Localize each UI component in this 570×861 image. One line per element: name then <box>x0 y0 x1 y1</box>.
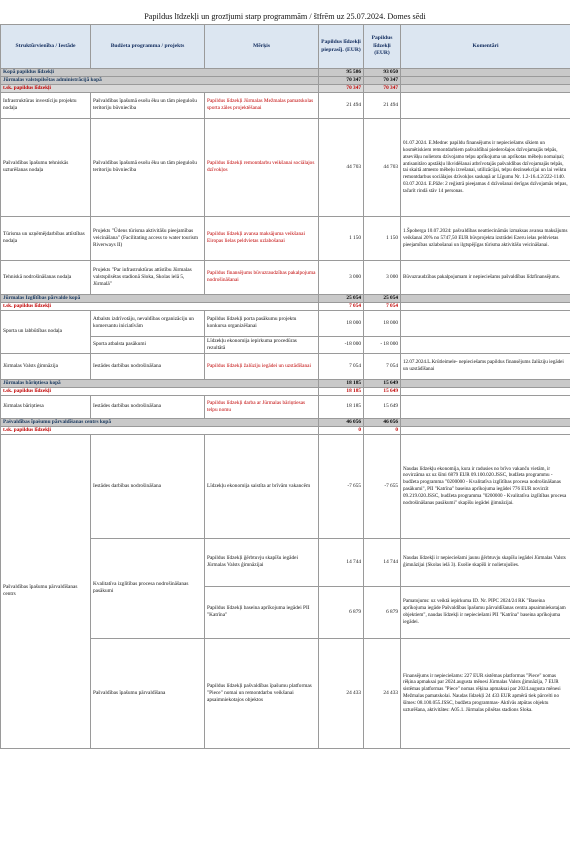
purpose: Papildus finansējums būvuzraudzības pakalpojuma nodrošināšanai <box>205 260 319 294</box>
row-label: Jūrmalas valstspilsētas administrācijā kopā <box>1 76 319 84</box>
comment: Būvuzraudzības pakalpojumam ir nepieciešams pašvaldības līdzfinansējums. <box>401 260 570 294</box>
comment <box>401 395 570 418</box>
value-requested: 70 347 <box>319 76 364 84</box>
comment: Finansējums ir nepieciešams: 227 EUR sistēmas platformas "Piece" nomas rēķina apmaksai par 2024.augusta mēnesi Jūrmalas Valsts ģimnāzija, 7 EUR sistēmas platformas "Piece" nomas rēķina apmaksai par 2024.augusta mēnesi Mežmalas pamatskolai. Naudas līdzekļi 24 433 EUR apmērā tiek pārcelti no šīmes: 08.100.055.JSSC, budžeta programmas- Aktīvās atpūtas objektu uzturēšana, aktivitātes: A05.1. Jūrmalas pilsētas stadions Sloka. <box>401 638 570 748</box>
row-label: Kopā papildus līdzekļi <box>1 69 319 77</box>
table-row <box>1 310 570 336</box>
value-requested: 7 054 <box>319 302 364 310</box>
value-requested: -7 655 <box>319 434 364 538</box>
comment-cell <box>401 387 570 395</box>
value-requested: -18 000 <box>319 336 364 353</box>
comment-cell <box>401 302 570 310</box>
value-requested: 18 185 <box>319 379 364 387</box>
value-requested: 18 185 <box>319 387 364 395</box>
budget-program: Iestādes darbības nodrošināšana <box>91 353 205 379</box>
value-granted: 15 649 <box>364 387 401 395</box>
purpose: Papildus līdzekļi ģērbtuvju skapīšu iegādei Jūrmalas Valsts ģimnāzijai <box>205 538 319 586</box>
table-row <box>1 118 570 216</box>
comment <box>401 336 570 353</box>
value-requested: 44 703 <box>319 118 364 216</box>
purpose: Papildus līdzekļi baseina aprīkojuma iegādei PII "Katrīna" <box>205 586 319 638</box>
table-row <box>1 434 570 538</box>
value-granted: -7 655 <box>364 434 401 538</box>
header-struktur: Struktūrvienība / Iestāde <box>1 25 91 69</box>
header-merkis: Mērķis <box>205 25 319 69</box>
value-requested: 25 054 <box>319 294 364 302</box>
subtotal-row <box>1 302 570 310</box>
value-requested: 18 000 <box>319 310 364 336</box>
subtotal-row <box>1 84 570 92</box>
table-row <box>1 92 570 118</box>
table-row <box>1 353 570 379</box>
comment-cell <box>401 84 570 92</box>
value-requested: 24 433 <box>319 638 364 748</box>
value-requested: 70 347 <box>319 84 364 92</box>
value-requested: 7 054 <box>319 353 364 379</box>
budget-table <box>0 24 570 749</box>
budget-program: Kvalitatīva izglītības procesa nodrošināšanas pasākumi <box>91 538 205 638</box>
value-requested: 21 494 <box>319 92 364 118</box>
structure-unit: Sporta un labbūtības nodaļa <box>1 310 91 353</box>
comment <box>401 92 570 118</box>
section-total-row <box>1 69 570 77</box>
structure-unit: Tehniskā nodrošināšanas nodaļa <box>1 260 91 294</box>
budget-program: Pašvaldības īpašumu pārvaldīšana <box>91 638 205 748</box>
value-requested: 95 586 <box>319 69 364 77</box>
value-granted: 70 347 <box>364 84 401 92</box>
value-requested: 14 744 <box>319 538 364 586</box>
value-granted: 24 433 <box>364 638 401 748</box>
value-granted: 1 150 <box>364 216 401 260</box>
value-granted: 15 649 <box>364 379 401 387</box>
section-total-row <box>1 294 570 302</box>
comment: Pamatojums: uz veiktā iepirkuma ID. Nr. PIPC 2024/24 RK "Baseina aprīkojuma iegāde Pašvaldības īpašumu pārvaldīšanas centra apsaimniekotajam objektiem", naudas līdzekļi ir nepieciešami PII "Katrīna" baseina aprīkojuma iegādei. <box>401 586 570 638</box>
structure-unit: Tūrisma un uzņēmējdarbības attīstības nodaļa <box>1 216 91 260</box>
comment: 12.07.2024.L.Krūtleimele- nepieciešams papildus finansējums žalūziju iegādei un uzstādīšanai <box>401 353 570 379</box>
purpose: Papildus līdzekļi porta pasākumu projektu konkursa organizēšanai <box>205 310 319 336</box>
row-label: t.sk. papildus līdzekļi <box>1 302 319 310</box>
header-row <box>1 25 570 69</box>
value-granted: 25 054 <box>364 294 401 302</box>
value-requested: 18 185 <box>319 395 364 418</box>
comment <box>401 310 570 336</box>
section-total-row <box>1 418 570 426</box>
purpose: Līdzekļu ekonomija iepirkuma procedūras rezultātā <box>205 336 319 353</box>
value-granted: 6 879 <box>364 586 401 638</box>
value-requested: 1 150 <box>319 216 364 260</box>
table-row <box>1 216 570 260</box>
comment: 01.07.2024. E.Medne: papildu finansējums ir nepieciešams sīkiem un kosmētiskiem remontdarbiem pašvaldībai piederošajos dzīvojamajās telpās, atsevišķu nolietotu dzīvojamo telpu aprīkojuma un aprīkotas mēbeļu nomaiņai; antisanitāro apstākļu likvidēšanai atbrīvotajās pašvaldības dzīvojamajās telpās, tai skaitā atmesto mēbeļu izvešanai, utilizācijai, telpu dezinsekcijai un lai veiktu remontdarbus sociālajos dzīvokļos saskaņā ar Līgumu Nr. 1.2-16.4.2/222-1140. 03.07.2024. E.Pāže: 2 reģistrā pieejamas 4 dzīvošanai derīgas dzīvojamās telpas, tačarīt rindā stāv 14 personas. <box>401 118 570 216</box>
purpose: Papildus līdzekļi darba ar Jūrmalas bāriņtiesas telpu nomu <box>205 395 319 418</box>
value-requested: 3 000 <box>319 260 364 294</box>
comment: Naudas līdzekļi ir nepieciešami jaunu ģērbtuvju skapīšu iegādei Jūrmalas Valsts ģimnāzijai (Skolas ielā 3). Esošie skapīši ir nolietojušies. <box>401 538 570 586</box>
row-label: t.sk. papildus līdzekļi <box>1 426 319 434</box>
value-granted: 7 054 <box>364 353 401 379</box>
purpose: Papildus līdzekļi avansa maksājuma veikšanai Eiropas lielas peldvietas uzlabošanai <box>205 216 319 260</box>
value-requested: 46 056 <box>319 418 364 426</box>
budget-program: Iestādes darbības nodrošināšana <box>91 434 205 538</box>
comment-cell <box>401 294 570 302</box>
value-granted: 21 494 <box>364 92 401 118</box>
section-total-row <box>1 76 570 84</box>
value-granted: 15 649 <box>364 395 401 418</box>
header-budzets: Budžeta programma / projekts <box>91 25 205 69</box>
header-komentari: Komentāri <box>401 25 570 69</box>
comment-cell <box>401 379 570 387</box>
table-row <box>1 395 570 418</box>
row-label: t.sk. papildus līdzekļi <box>1 387 319 395</box>
table-row <box>1 260 570 294</box>
value-granted: 46 056 <box>364 418 401 426</box>
purpose: Papildus līdzekļi pašvaldības īpašumu platformas "Piece" nomai un remontdarbu veikšanai apsaimniekotajos objektos <box>205 638 319 748</box>
value-requested: 0 <box>319 426 364 434</box>
value-granted: 0 <box>364 426 401 434</box>
value-granted: 70 347 <box>364 76 401 84</box>
structure-unit: Jūrmalas bāriņtiesa <box>1 395 91 418</box>
purpose: Papildus līdzekļi Jūrmalas Mežmalas pamatskolas sporta zāles projektēšanai <box>205 92 319 118</box>
value-granted: 7 054 <box>364 302 401 310</box>
comment-cell <box>401 76 570 84</box>
budget-program: Projekts "Par infrastruktūras attīstību Jūrmalas valstspilsētas stadionā Sloka, Skolas ielā 5, Jūrmalā" <box>91 260 205 294</box>
purpose: Līdzekļu ekonomija saistīta ar brīvām vakancēm <box>205 434 319 538</box>
structure-unit: Pašvaldības īpašumu pārvaldīšanas centrs <box>1 434 91 748</box>
purpose: Papildus līdzekļi žalūziju iegādei un uzstādīšanai <box>205 353 319 379</box>
value-granted: - 18 000 <box>364 336 401 353</box>
row-label: t.sk. papildus līdzekļi <box>1 84 319 92</box>
budget-program: Pašvaldības īpašumā esošu ēku un tām piegulošu teritoriju būvniecība <box>91 118 205 216</box>
row-label: Jūrmalas bāriņtiesa kopā <box>1 379 319 387</box>
budget-program: Iestādes darbības nodrošināšana <box>91 395 205 418</box>
header-papildus: Papildus līdzekļi pieprasīj. (EUR) <box>319 25 364 69</box>
document-title: Papildus līdzekļi un grozījumi starp programmām / šīfrēm uz 25.07.2024. Domes sēdi <box>144 12 426 21</box>
comment: 1.Špoberga 10.07.2024: pašvaldības neattiecināmās izmaksas avansa maksājums veikšanai 20% no 5747,50 EUR būvprojekta izstrādei Ezeru ielas peldvietas pieejamības uzlabošanai un ilgtspējīgas tūrisma aktivitāšu veicināšanai. <box>401 216 570 260</box>
value-granted: 14 744 <box>364 538 401 586</box>
budget-program: Pašvaldības īpašumā esošu ēku un tām piegulošu teritoriju būvniecība <box>91 92 205 118</box>
budget-program: Atbalsts izdrīvotāju, nevaldības organizāciju un komersantu iniciatīvām <box>91 310 205 336</box>
table-body <box>1 69 570 749</box>
value-granted: 3 000 <box>364 260 401 294</box>
structure-unit: Infrastruktūras investīciju projektu nodaļa <box>1 92 91 118</box>
purpose: Papildus līdzekļi remontdarbu veikšanai sociālajos dzīvokļos <box>205 118 319 216</box>
section-total-row <box>1 379 570 387</box>
budget-program: Projekts "Ūdens tūrisma aktivitāšu pieejamības veicināšana" (Facilitating access to water tourism Riverways II) <box>91 216 205 260</box>
structure-unit: Jūrmalas Valsts ģimnāzija <box>1 353 91 379</box>
row-label: Jūrmalas Izglītības pārvalde kopā <box>1 294 319 302</box>
value-requested: 6 879 <box>319 586 364 638</box>
budget-program: Sporta atbalsta pasākumi <box>91 336 205 353</box>
value-granted: 93 050 <box>364 69 401 77</box>
subtotal-row <box>1 426 570 434</box>
comment-cell <box>401 426 570 434</box>
comment-cell <box>401 69 570 77</box>
comment-cell <box>401 418 570 426</box>
subtotal-row <box>1 387 570 395</box>
value-granted: 44 703 <box>364 118 401 216</box>
header-pieskirts: Papildus līdzekļi (EUR) <box>364 25 401 69</box>
row-label: Pašvaldības īpašumu pārvaldīšanas centrs kopā <box>1 418 319 426</box>
comment: Naudas līdzekļu ekonomija, kura ir radusies no brīvo vakanču vietām, ir novirzāma uz uz šīmi 6879 EUR 09.100.020.JSSC, budžeta programmu - budžeta programma "0200000 - Kvalitatīva izglītības procesa nodrošināšanas pasākumi", PII "Katrīna" baseina aprīkojuma iegādei 776 EUR novirzīt 09.219.020.JSSC, budžeta programma "0200000 - Kvalitatīva izglītības procesa nodrošināšanas pasākumi" skapīšu iegādei ģimnāzijai. <box>401 434 570 538</box>
value-granted: 18 000 <box>364 310 401 336</box>
structure-unit: Pašvaldības īpašumu tehniskās uzturēšanas nodaļa <box>1 118 91 216</box>
